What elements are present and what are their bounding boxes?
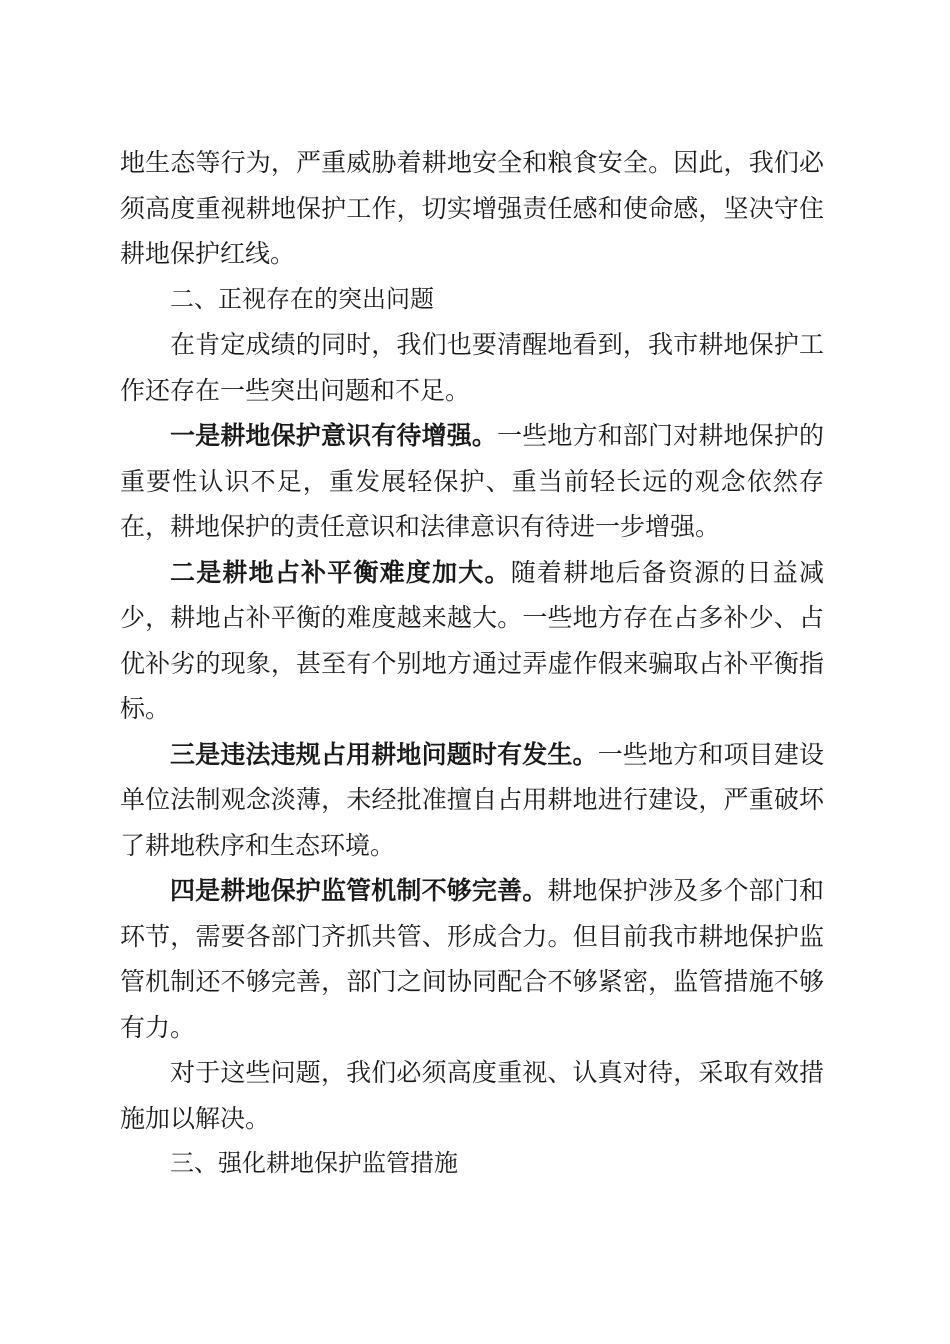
problem-item-1: [120, 413, 824, 550]
problem-item-4-lead: 四是耕地保护监管机制不够完善。: [170, 876, 548, 905]
section-heading-2: 二、正视存在的突出问题: [170, 284, 434, 313]
paragraph-continuation: 地生态等行为，严重威胁着耕地安全和粮食安全。因此，我们必须高度重视耕地保护工作，切实增强责任感和使命感，坚决守住耕地保护红线。: [120, 148, 824, 268]
document-page: [120, 140, 824, 1187]
problem-item-4-body: 耕地保护涉及多个部门和环节，需要各部门齐抓共管、形成合力。但目前我市耕地保护监管机制还不够完善，部门之间协同配合不够紧密，监管措施不够有力。: [120, 876, 824, 1042]
section-heading-3: 三、强化耕地保护监管措施: [170, 1149, 458, 1177]
paragraph-conclusion: 对于这些问题，我们必须高度重视、认真对待，采取有效措施加以解决。: [120, 1058, 824, 1133]
problem-item-1-body: 一些地方和部门对耕地保护的重要性认识不足，重发展轻保护、重当前轻长远的观念依然存在，耕地保护的责任意识和法律意识有待进一步增强。: [120, 421, 824, 541]
problem-item-2-lead: 二是耕地占补平衡难度加大。: [170, 557, 511, 587]
problem-item-2: [120, 550, 824, 732]
paragraph-intro: 在肯定成绩的同时，我们也要清醒地看到，我市耕地保护工作还存在一些突出问题和不足。: [120, 330, 824, 405]
problem-item-3: [120, 732, 824, 869]
problem-item-3-lead: 三是违法违规占用耕地问题时有发生。: [170, 739, 598, 769]
problem-item-1-lead: 一是耕地保护意识有待增强。: [170, 421, 498, 450]
problem-item-4: [120, 868, 824, 1050]
problem-item-2-body: 随着耕地后备资源的日益减少，耕地占补平衡的难度越来越大。一些地方存在占多补少、占优补劣的现象，甚至有个别地方通过弄虚作假来骗取占补平衡指标。: [120, 557, 824, 723]
problem-item-3-body: 一些地方和项目建设单位法制观念淡薄，未经批准擅自占用耕地进行建设，严重破坏了耕地秩序和生态环境。: [120, 739, 824, 860]
